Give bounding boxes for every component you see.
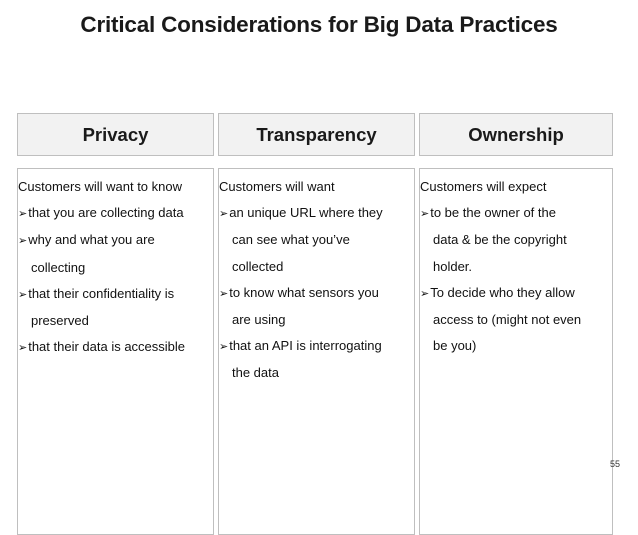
slide-title: Critical Considerations for Big Data Practices <box>80 12 558 37</box>
bullet-continuation: holder. <box>433 258 473 274</box>
bullet-text: to be the owner of the <box>430 205 556 221</box>
arrow-bullet-icon: ➢ <box>219 208 229 221</box>
bullet-text: why and what you are <box>28 232 155 248</box>
arrow-bullet-icon: ➢ <box>18 288 28 301</box>
page-number: 55 <box>609 459 620 469</box>
arrow-bullet-icon: ➢ <box>18 342 28 355</box>
arrow-bullet-icon: ➢ <box>18 208 28 221</box>
bullet-text: that you are collecting data <box>28 205 184 221</box>
bullet-text: an unique URL where they <box>229 205 383 221</box>
arrow-bullet-icon: ➢ <box>219 341 229 354</box>
bullet-item <box>219 280 414 307</box>
arrow-bullet-icon: ➢ <box>420 208 430 221</box>
intro-text: Customers will want to know <box>18 179 182 194</box>
bullet-text: that their data is accessible <box>28 339 186 355</box>
intro-text: Customers will want <box>219 179 335 194</box>
column-body-privacy <box>17 168 214 535</box>
bullet-item <box>18 200 213 227</box>
arrow-bullet-icon: ➢ <box>420 287 430 300</box>
arrow-bullet-icon: ➢ <box>219 287 229 300</box>
bullet-continuation: be you) <box>433 338 477 354</box>
bullet-continuation: the data <box>232 365 279 381</box>
bullet-text: to know what sensors you <box>229 284 379 300</box>
bullet-item <box>219 200 414 227</box>
bullet-item <box>18 227 213 254</box>
bullet-continuation: preserved <box>31 313 89 329</box>
bullet-item <box>420 280 612 307</box>
bullet-continuation: collecting <box>31 259 86 275</box>
column-header-transparency: Transparency <box>218 113 415 156</box>
bullet-text: To decide who they allow <box>430 284 575 300</box>
bullet-item <box>18 334 213 361</box>
bullet-item <box>219 333 414 360</box>
bullet-continuation: are using <box>232 312 286 328</box>
arrow-bullet-icon: ➢ <box>18 235 28 248</box>
bullet-text: that an API is interrogating <box>229 338 382 354</box>
bullet-continuation: access to (might not even <box>433 312 582 328</box>
column-body-ownership <box>419 168 613 535</box>
bullet-continuation: can see what you’ve <box>232 232 350 248</box>
column-header-ownership: Ownership <box>419 113 613 156</box>
intro-text: Customers will expect <box>420 179 547 194</box>
bullet-text: that their confidentiality is <box>28 285 175 301</box>
column-header-privacy: Privacy <box>17 113 214 156</box>
bullet-continuation: collected <box>232 258 284 274</box>
bullet-continuation: data & be the copyright <box>433 232 567 248</box>
bullet-item <box>420 200 612 227</box>
bullet-item <box>18 281 213 308</box>
column-body-transparency <box>218 168 415 535</box>
